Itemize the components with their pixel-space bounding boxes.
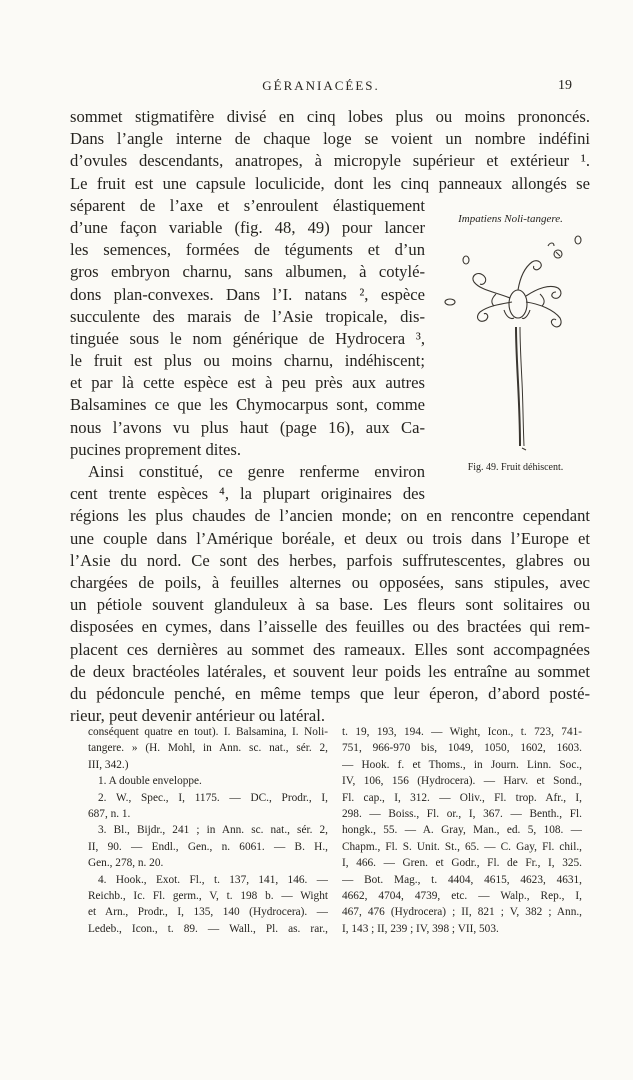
page-number: 19: [558, 78, 572, 93]
footnote-line: 2. W., Spec., I, 1175. — DC., Prodr., I,: [98, 791, 328, 804]
text-line: pucines proprement dites.: [70, 439, 241, 459]
footnote-line: 3. Bl., Bijdr., 241 ; in Ann. sc. nat., sér. 2,: [98, 824, 328, 837]
footnote-line: — Hook. f. et Thoms., in Journ. Linn. Soc.,: [342, 758, 582, 771]
footnotes-right-column: [342, 724, 582, 937]
text-line: rieur, peut devenir antérieur ou latéral.: [70, 706, 326, 726]
footnote-line: I, 143 ; II, 239 ; IV, 398 ; VII, 503.: [342, 922, 499, 935]
footnote-line: Reichb., Ic. Fl. germ., V, t. 198 b. — Wight: [88, 889, 328, 902]
text-line: d’une façon variable (fig. 48, 49) pour lancer: [70, 217, 425, 237]
text-line: disposées en cymes, dans l’aisselle des feuilles ou des bractées qui rem-: [70, 617, 590, 637]
footnote-line: tangere. » (H. Mohl, in Ann. sc. nat., sér. 2,: [88, 742, 328, 755]
text-line: Balsamines ce que les Chymocarpus sont, comme: [70, 395, 425, 415]
text-line: d’ovules descendants, anatropes, à micropyle supérieur et extérieur ¹.: [70, 151, 590, 171]
text-line: cent trente espèces ⁴, la plupart originaires des: [70, 484, 425, 504]
footnote-line: hongk., 55. — A. Gray, Man., ed. 5, 108. —: [342, 824, 582, 837]
footnote-line: 1. A double enveloppe.: [98, 775, 202, 788]
footnote-line: III, 342.): [88, 758, 129, 771]
footnote-line: 687, n. 1.: [88, 807, 131, 820]
text-line: régions les plus chaudes de l’ancien monde; on en rencontre cependant: [70, 506, 590, 526]
footnote-line: Gen., 278, n. 20.: [88, 857, 164, 870]
text-line: les semences, formées de téguments et d’un: [70, 240, 425, 260]
text-line: Dans l’angle interne de chaque loge se voient un nombre indéfini: [70, 129, 590, 149]
footnote-line: conséquent quatre en tout). I. Balsamina, I. Noli-: [88, 726, 328, 738]
text-line: Ainsi constitué, ce genre renferme environ: [88, 462, 425, 481]
footnotes-left-column: [88, 724, 328, 937]
footnote-line: IV, 106, 156 (Hydrocera). — Harv. et Sond.,: [342, 775, 582, 788]
text-line: succulente des marais de l’Asie tropicale, dis-: [70, 306, 425, 326]
text-line: nous l’avons vu plus haut (page 16), aux Ca-: [70, 417, 425, 437]
footnote-line: II, 90. — Endl., Gen., n. 6061. — B. H.,: [88, 840, 328, 853]
footnote-line: 298. — Boiss., Fl. or., I, 367. — Benth., Fl.: [342, 807, 582, 820]
running-title: GÉRANIACÉES.: [262, 78, 380, 93]
footnote-line: et Arn., Prodr., I, 135, 140 (Hydrocera). —: [88, 906, 328, 919]
footnote-line: I, 466. — Gren. et Godr., Fl. de Fr., I, 325.: [342, 857, 582, 870]
text-line: un pétiole souvent glanduleux à sa base. Les fleurs sont solitaires ou: [70, 595, 590, 615]
figure-illustration: [440, 232, 590, 452]
text-line: sommet stigmatifère divisé en cinq lobes plus ou moins prononcés.: [70, 107, 590, 126]
text-line: et par là cette espèce est à peu près aux autres: [70, 373, 425, 393]
text-line: tinguée sous le nom générique de Hydrocera ³,: [70, 328, 425, 348]
text-line: une couple dans l’Amérique boréale, et deux ou trois dans l’Europe et: [70, 528, 590, 548]
footnote-line: t. 19, 193, 194. — Wight, Icon., t. 723, 741-: [342, 726, 582, 738]
footnote-line: 4662, 4704, 4739, etc. — Walp., Rep., I,: [342, 889, 582, 902]
text-line: gros embryon charnu, sans albumen, à cotylé-: [70, 262, 425, 282]
figure-caption-number: Fig. 49. Fruit déhiscent.: [467, 462, 564, 473]
text-line: l’Asie du nord. Ce sont des herbes, parfois suffrutescentes, glabres ou: [70, 550, 590, 570]
text-line: le fruit est plus ou moins charnu, indéhiscent;: [70, 351, 425, 371]
footnote-line: Chapm., Fl. S. Unit. St., 65. — C. Gay, Fl. chil.,: [342, 840, 582, 853]
text-line: dons plan-convexes. Dans l’I. natans ², espèce: [70, 284, 425, 304]
text-line: séparent de l’axe et s’enroulent élastiquement: [70, 195, 425, 215]
text-line: placent ces dernières au sommet des rameaux. Elles sont accompagnées: [70, 639, 590, 659]
running-header: [70, 78, 572, 98]
dehiscent-fruit-drawing: [440, 232, 590, 452]
footnote-line: Ledeb., Icon., t. 89. — Wall., Pl. as. rar.,: [88, 922, 328, 935]
footnote-line: 467, 476 (Hydrocera) ; II, 821 ; V, 382 ; Ann.,: [342, 906, 582, 919]
text-line: chargées de poils, à feuilles alternes ou opposées, sans stipules, avec: [70, 572, 590, 592]
text-line: du pédoncule penché, en même temps que leur éperon, d’abord posté-: [70, 683, 590, 703]
text-line: de deux bractéoles latérales, et souvent leur poids les entraîne au sommet: [70, 661, 590, 681]
figure-caption-species: Impatiens Noli-tangere.: [458, 213, 563, 225]
text-line: Le fruit est une capsule loculicide, dont les cinq panneaux allongés se: [70, 173, 590, 193]
footnote-line: 751, 966-970 bis, 1049, 1050, 1602, 1603.: [342, 742, 582, 755]
footnote-line: Fl. cap., I, 312. — Oliv., Fl. trop. Afr., I,: [342, 791, 582, 804]
footnote-line: — Bot. Mag., t. 4404, 4615, 4623, 4631,: [342, 873, 582, 886]
footnote-line: 4. Hook., Exot. Fl., t. 137, 141, 146. —: [98, 873, 328, 886]
